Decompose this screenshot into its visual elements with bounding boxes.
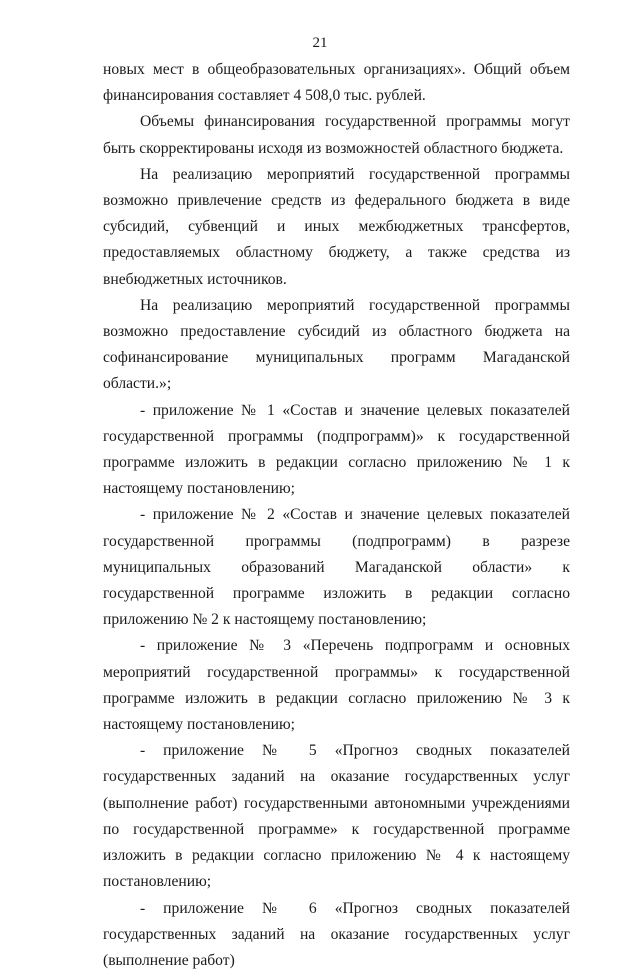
- paragraph-appendix-1: - приложение № 1 «Состав и значение целевых показателей государственной программы (подпрограмм)» к государственной программе изложить в редакции согласно приложению № 1 к настоящему постановлению;: [103, 398, 570, 503]
- paragraph-continuation: новых мест в общеобразовательных организациях». Общий объем финансирования составляет 4 508,0 тыс. рублей.: [103, 57, 570, 109]
- document-body: [103, 57, 570, 974]
- paragraph-federal-funding: На реализацию мероприятий государственной программы возможно привлечение средств из федерального бюджета в виде субсидий, субвенций и иных межбюджетных трансфертов, предоставляемых областному бюджету, а также средства из внебюджетных источников.: [103, 162, 570, 293]
- page-number: 21: [0, 34, 640, 52]
- paragraph-subsidies: На реализацию мероприятий государственной программы возможно предоставление субсидий из областного бюджета на софинансирование муниципальных программ Магаданской области.»;: [103, 293, 570, 398]
- paragraph-funding-adjustment: Объемы финансирования государственной программы могут быть скорректированы исходя из возможностей областного бюджета.: [103, 109, 570, 161]
- paragraph-appendix-2: - приложение № 2 «Состав и значение целевых показателей государственной программы (подпрограмм) в разрезе муниципальных образований Магаданской области» к государственной программе изложить в редакции согласно приложению № 2 к настоящему постановлению;: [103, 502, 570, 633]
- paragraph-appendix-3: - приложение № 3 «Перечень подпрограмм и основных мероприятий государственной программы» к государственной программе изложить в редакции согласно приложению № 3 к настоящему постановлению;: [103, 633, 570, 738]
- paragraph-appendix-6: - приложение № 6 «Прогноз сводных показателей государственных заданий на оказание государственных услуг (выполнение работ): [103, 896, 570, 974]
- paragraph-appendix-5: - приложение № 5 «Прогноз сводных показателей государственных заданий на оказание государственных услуг (выполнение работ) государственными автономными учреждениями по государственной программе» к государственной программе изложить в редакции согласно приложению № 4 к настоящему постановлению;: [103, 738, 570, 895]
